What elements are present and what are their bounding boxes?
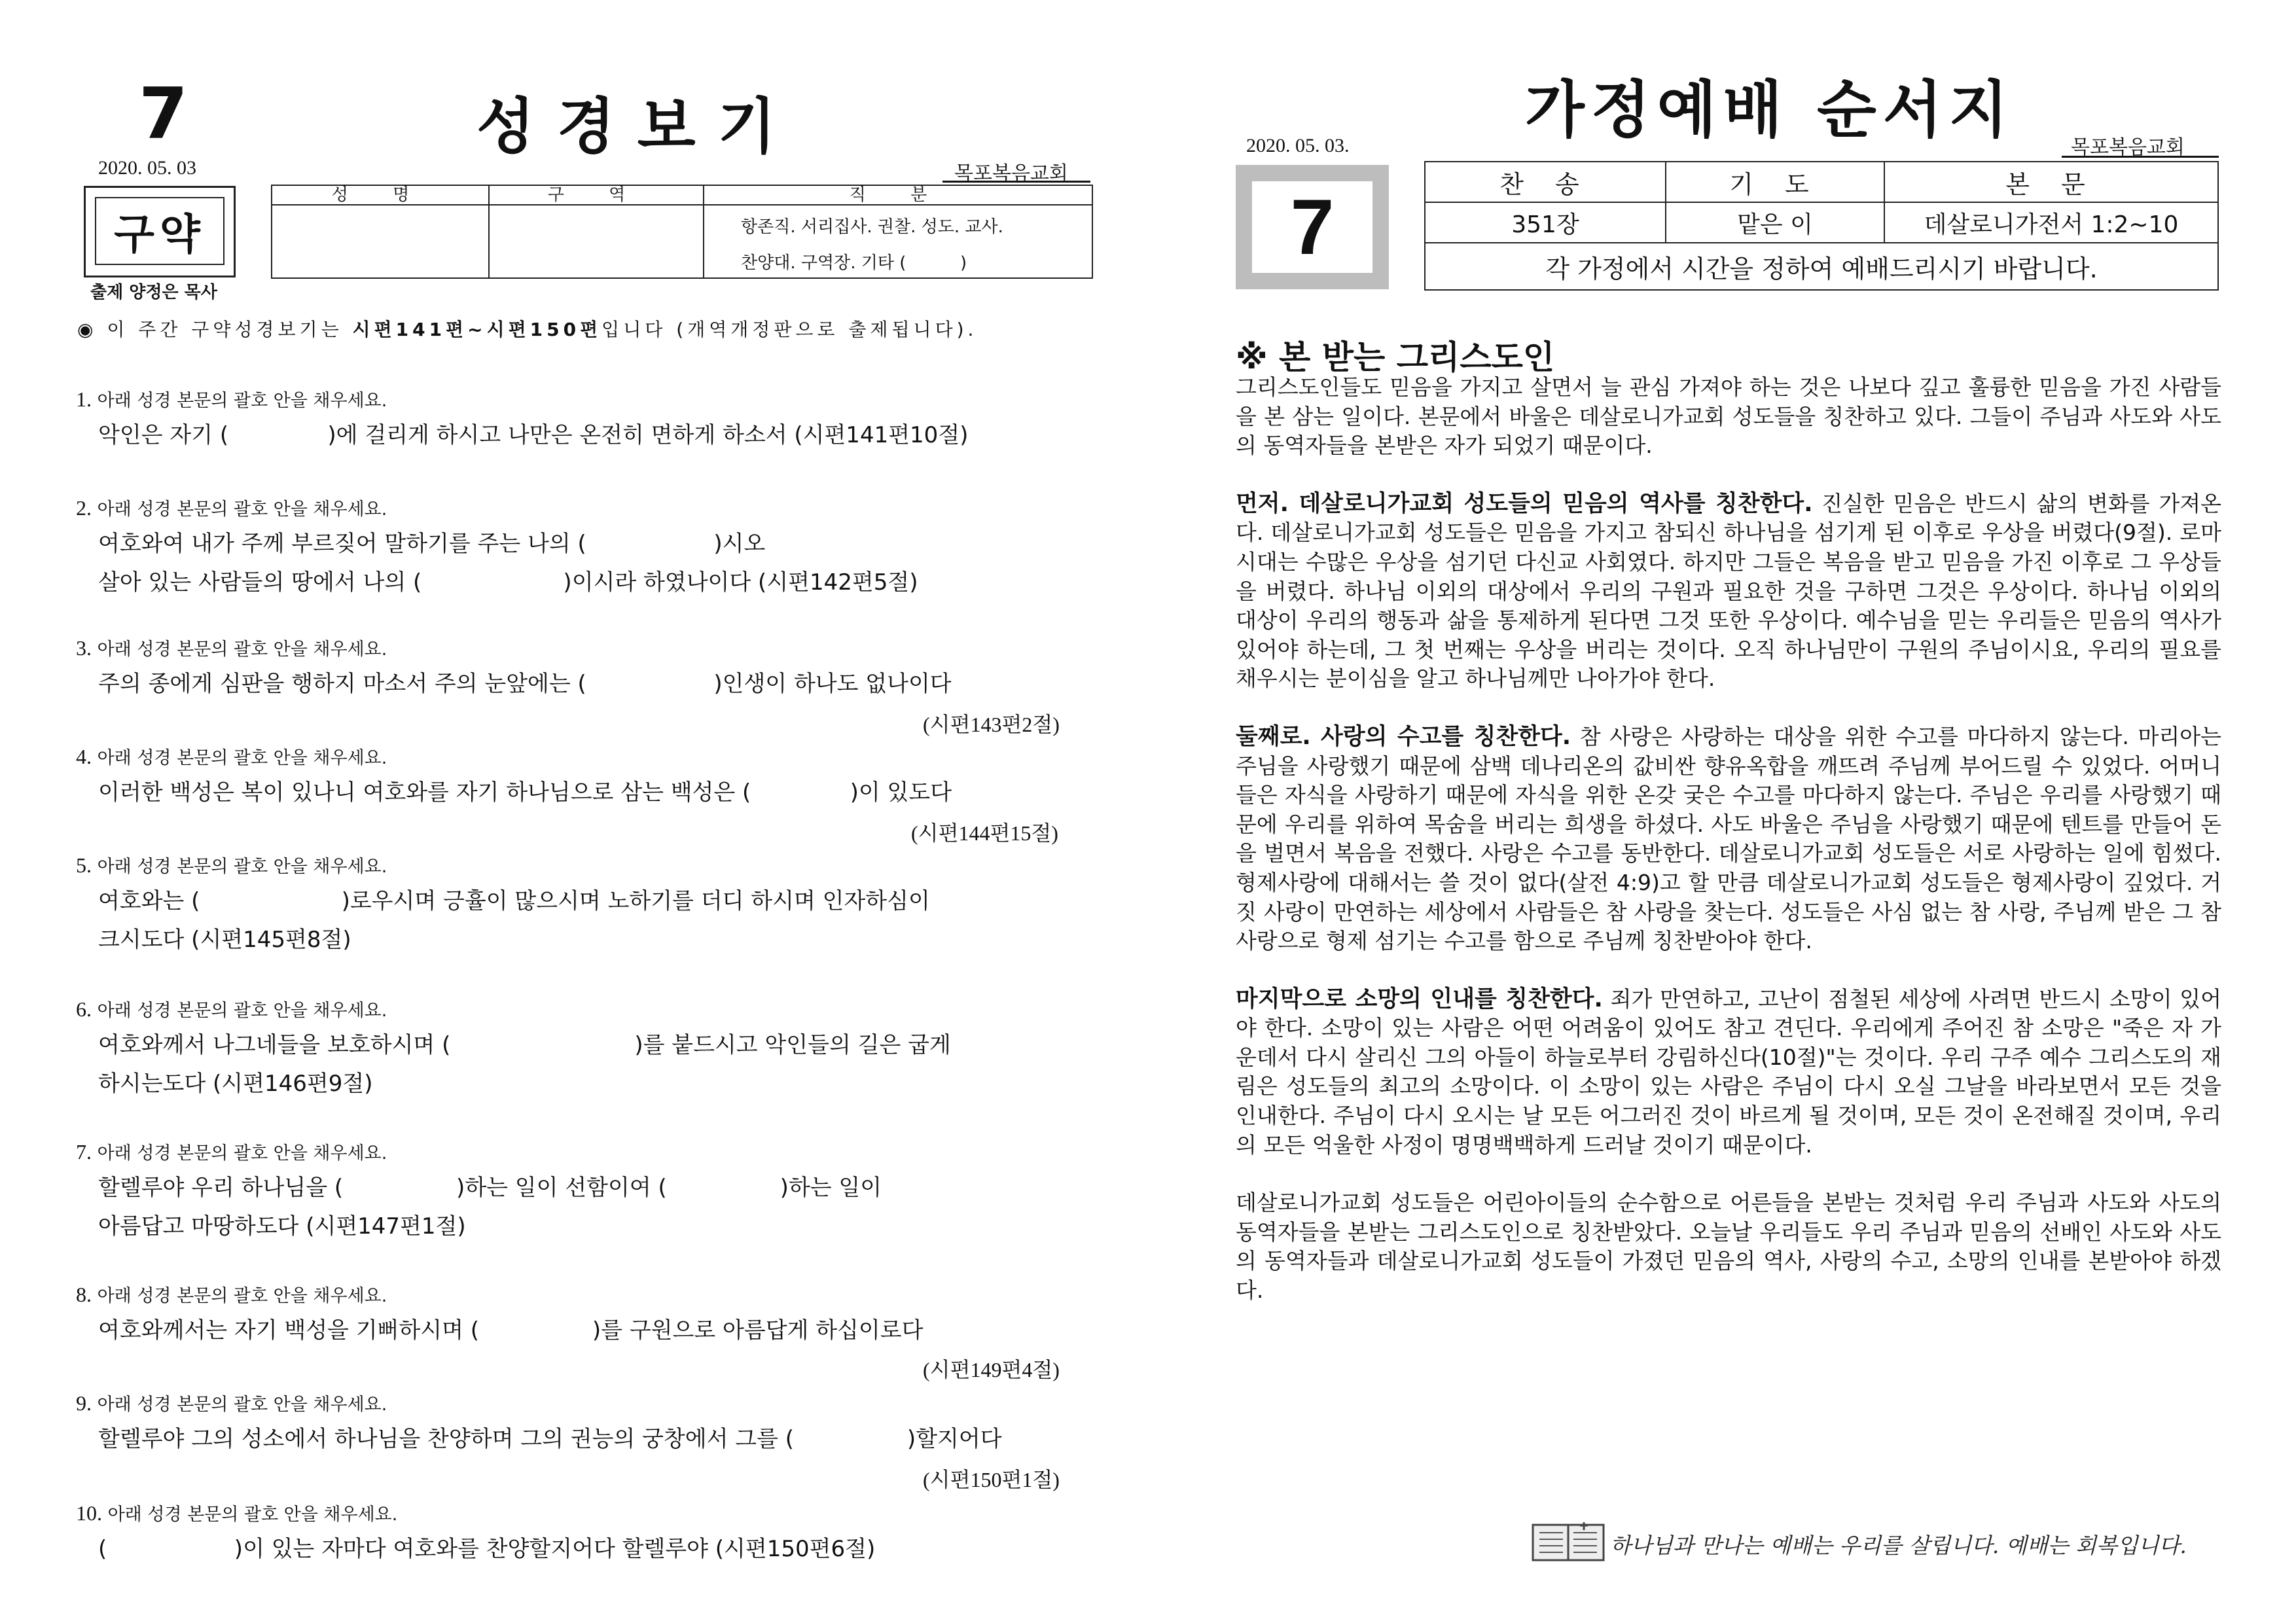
question-text: 이러한 백성은 복이 있나니 여호와를 자기 하나님으로 삼는 백성은 ( )이 있도다 bbox=[98, 779, 952, 806]
week-badge bbox=[1236, 165, 1389, 289]
church-underline bbox=[942, 181, 1090, 183]
question-2: 2. 아래 성경 본문의 괄호 안을 채우세요. 여호와여 내가 주께 부르짖어 말하기를 주는 나의 ( )시오 살아 있는 사람들의 땅에서 나의 ( )이시라 하였나이다 (시편142편5절) bbox=[76, 496, 918, 596]
scripture-header: 본 문 bbox=[1884, 162, 2218, 202]
question-text: 여호와는 ( )로우시며 긍휼이 많으시며 노하기를 더디 하시며 인자하심이 bbox=[98, 888, 930, 914]
question-text: 여호와께서 나그네들을 보호하시며 ( )를 붙드시고 악인들의 길은 굽게 bbox=[98, 1032, 951, 1058]
paragraph-love: 둘째로. 사랑의 수고를 칭찬한다. 참 사랑은 사랑하는 대상을 위한 수고를 마다하지 않는다. 마리아는 주님을 사랑했기 때문에 삼백 데나리온의 값비싼 향유옥합을 깨뜨려 주님께 부어드릴 수 있었다. 어머니들은 자식을 사랑하기 때문에 자식을 위한 온갖 궂은 수고를 마다하지 않는다. 주님은 우리를 사랑했기 때문에 우리를 위하여 목숨을 버리는 희생을 하셨다. 사도 바울은 주님을 사랑했기 때문에 텐트를 만들어 돈을 벌면서 복음을 전했다. 사랑은 수고를 동반한다. 데살로니가교회 성도들은 서로 사랑하는 일에 힘썼다. 형제사랑에 대해서는 쓸 것이 없다(살전 4:9)고 할 만큼 데살로니가교회 성도들은 형제사랑이 깊었다. 거짓 사랑이 만연하는 세상에서 사람들은 참 사랑을 찾는다. 성도들은 사심 없는 참 사랑, 주님께 받은 그 참 사랑으로 형제 섬기는 수고를 함으로 주님께 칭찬받아야 한다. bbox=[1236, 723, 2221, 954]
week-number: 7 bbox=[1252, 181, 1372, 273]
district-field[interactable] bbox=[490, 204, 703, 277]
role-field[interactable] bbox=[704, 204, 1092, 276]
question-text: 크시도다 (시편145편8절) bbox=[98, 927, 351, 953]
verse-reference: (시편150편1절) bbox=[923, 1468, 1060, 1491]
question-1: 1. 아래 성경 본문의 괄호 안을 채우세요. 악인은 자기 ( )에 걸리게 하시고 나만은 온전히 면하게 하소서 (시편141편10절) bbox=[76, 387, 969, 448]
district-header: 구 역 bbox=[547, 185, 645, 205]
worship-title: 가정예배 순서지 bbox=[1525, 75, 2015, 146]
order-note: 각 가정에서 시간을 정하여 예배드리시기 바랍니다. bbox=[1425, 243, 2218, 290]
hymn-value: 351장 bbox=[1425, 202, 1666, 243]
question-text: 하시는도다 (시편146편9절) bbox=[98, 1071, 373, 1097]
question-text: 할렐루야 우리 하나님을 ( )하는 일이 선함이여 ( )하는 일이 bbox=[98, 1175, 882, 1201]
role-header: 직 분 bbox=[849, 185, 947, 205]
verse-reference: (시편149편4절) bbox=[923, 1358, 1060, 1382]
prayer-value: 맡은 이 bbox=[1666, 202, 1884, 243]
date: 2020. 05. 03 bbox=[98, 157, 196, 179]
hymn-header: 찬 송 bbox=[1425, 162, 1666, 202]
notice: ◉ 이 주간 구약성경보기는 시편141편~시편150편입니다 (개역개정판으로 출제됩니다). bbox=[77, 319, 978, 340]
scripture-value: 데살로니가전서 1:2~10 bbox=[1884, 202, 2218, 243]
role-options-1: 항존직. 서리집사. 권찰. 성도. 교사. bbox=[741, 217, 1003, 237]
verse-reference: (시편144편15절) bbox=[911, 821, 1058, 845]
page-number: 7 bbox=[139, 73, 188, 155]
question-10: 10. 아래 성경 본문의 괄호 안을 채우세요. ( )이 있는 자마다 여호와를 찬양할지어다 할렐루야 (시편150편6절) bbox=[76, 1501, 876, 1562]
sermon-title: ※ 본 받는 그리스도인 bbox=[1236, 338, 1555, 376]
question-text: 살아 있는 사람들의 땅에서 나의 ( )이시라 하였나이다 (시편142편5절) bbox=[98, 569, 918, 596]
paragraph-conclusion: 데살로니가교회 성도들은 어린아이들의 순수함으로 어른들을 본받는 것처럼 우리 주님과 사도와 사도의 동역자들을 본받는 그리스도인으로 칭찬받았다. 오늘날 우리들도 우리 주님과 믿음의 선배인 사도와 사도의 동역자들과 데살로니가교회 성도들이 가졌던 믿음의 역사, 사랑의 수고, 소망의 인내를 본받아야 하겠다. bbox=[1236, 1190, 2221, 1304]
name-field[interactable] bbox=[272, 204, 488, 277]
ot-badge bbox=[84, 186, 236, 277]
question-3: 3. 아래 성경 본문의 괄호 안을 채우세요. 주의 종에게 심판을 행하지 마소서 주의 눈앞에는 ( )인생이 하나도 없나이다 bbox=[76, 636, 952, 697]
member-info-table bbox=[271, 185, 1093, 279]
church-name: 목포복음교회 bbox=[954, 162, 1068, 185]
ot-badge-label: 구약 bbox=[95, 197, 224, 265]
question-text: 여호와께서는 자기 백성을 기뻐하시며 ( )를 구원으로 아름답게 하십이로다 bbox=[98, 1317, 924, 1344]
question-text: 악인은 자기 ( )에 걸리게 하시고 나만은 온전히 면하게 하소서 (시편141편10절) bbox=[98, 422, 969, 448]
question-text: 주의 종에게 심판을 행하지 마소서 주의 눈앞에는 ( )인생이 하나도 없나이다 bbox=[98, 671, 952, 697]
question-5: 5. 아래 성경 본문의 괄호 안을 채우세요. 여호와는 ( )로우시며 긍휼이 많으시며 노하기를 더디 하시며 인자하심이 크시도다 (시편145편8절) bbox=[76, 853, 930, 953]
question-text: 할렐루야 그의 성소에서 하나님을 찬양하며 그의 권능의 궁창에서 그를 ( )할지어다 bbox=[98, 1426, 1002, 1452]
question-8: 8. 아래 성경 본문의 괄호 안을 채우세요. 여호와께서는 자기 백성을 기뻐하시며 ( )를 구원으로 아름답게 하십이로다 bbox=[76, 1283, 924, 1344]
church-underline bbox=[2062, 156, 2219, 158]
paragraph-hope: 마지막으로 소망의 인내를 칭찬한다. 죄가 만연하고, 고난이 점철된 세상에 사려면 반드시 소망이 있어야 한다. 소망이 있는 사람은 어떤 어려움이 있어도 참고 견딘다. 우리에게 주어진 참 소망은 "죽은 자 가운데서 다시 살리신 그의 아들이 하늘로부터 강림하신다(10절)"는 것이다. 우리 구주 예수 그리스도의 재림은 성도들의 최고의 소망이다. 이 소망이 있는 사람은 주님이 다시 오실 그날을 바라보면서 모든 것을 인내한다. 주님이 다시 오시는 날 모든 어그러진 것이 바르게 될 것이며, 모든 것이 온전해질 것이며, 우리의 모든 억울한 사정이 명명백백하게 드러날 것이기 때문이다. bbox=[1236, 986, 2222, 1158]
question-6: 6. 아래 성경 본문의 괄호 안을 채우세요. 여호와께서 나그네들을 보호하시며 ( )를 붙드시고 악인들의 길은 굽게 하시는도다 (시편146편9절) bbox=[76, 997, 951, 1097]
question-4: 4. 아래 성경 본문의 괄호 안을 채우세요. 이러한 백성은 복이 있나니 여호와를 자기 하나님으로 삼는 백성은 ( )이 있도다 bbox=[76, 745, 952, 806]
paragraph-faith: 먼저. 데살로니가교회 성도들의 믿음의 역사를 칭찬한다. 진실한 믿음은 반드시 삶의 변화를 가져온다. 데살로니가교회 성도들은 믿음을 가지고 참되신 하나님을 섬기게 된 이후로 우상을 버렸다(9절). 로마시대는 수많은 우상을 섬기던 다신교 사회였다. 하지만 그들은 복음을 받고 믿음을 가진 이후로 그 우상들을 버렸다. 하나님 이외의 대상에서 우리의 구원과 필요한 것을 구하면 그것은 우상이다. 하나님 이외의 대상이 우리의 행동과 삶을 통제하게 된다면 그것 또한 우상이다. 예수님을 믿는 우리들은 믿음의 역사가 있어야 하는데, 그 첫 번째는 우상을 버리는 것이다. 오직 하나님만이 구원의 주님이시요, 우리의 필요를 채우시는 분이심을 알고 하나님께만 나아가야 한다. bbox=[1236, 490, 2221, 692]
page-title: 성경보기 bbox=[476, 92, 798, 162]
sermon-body bbox=[1236, 373, 2221, 1306]
name-header: 성 명 bbox=[331, 185, 429, 205]
bible-icon bbox=[1532, 1521, 1605, 1565]
author: 출제 양정은 목사 bbox=[90, 283, 217, 302]
worship-order-table bbox=[1424, 161, 2219, 291]
verse-reference: (시편143편2절) bbox=[923, 713, 1060, 736]
prayer-header: 기 도 bbox=[1666, 162, 1884, 202]
role-options-2: 찬양대. 구역장. 기타 ( ) bbox=[741, 253, 967, 273]
question-text: ( )이 있는 자마다 여호와를 찬양할지어다 할렐루야 (시편150편6절) bbox=[98, 1536, 876, 1562]
footer-slogan: 하나님과 만나는 예배는 우리를 살립니다. 예배는 회복입니다. bbox=[1610, 1533, 2187, 1558]
question-text: 아름답고 마땅하도다 (시편147편1절) bbox=[98, 1213, 466, 1240]
question-9: 9. 아래 성경 본문의 괄호 안을 채우세요. 할렐루야 그의 성소에서 하나님을 찬양하며 그의 권능의 궁창에서 그를 ( )할지어다 bbox=[76, 1391, 1002, 1452]
question-text: 여호와여 내가 주께 부르짖어 말하기를 주는 나의 ( )시오 bbox=[98, 531, 766, 557]
worship-date: 2020. 05. 03. bbox=[1246, 135, 1350, 156]
worship-church-name: 목포복음교회 bbox=[2071, 136, 2185, 159]
question-7: 7. 아래 성경 본문의 괄호 안을 채우세요. 할렐루야 우리 하나님을 ( )하는 일이 선함이여 ( )하는 일이 아름답고 마땅하도다 (시편147편1절) bbox=[76, 1140, 882, 1240]
paragraph-intro: 그리스도인들도 믿음을 가지고 살면서 늘 관심 가져야 하는 것은 나보다 깊고 훌륭한 믿음을 가진 사람들을 본 삼는 일이다. 본문에서 바울은 데살로니가교회 성도들을 칭찬하고 있다. 그들이 주님과 사도와 사도의 동역자들을 본받은 자가 되었기 때문이다. bbox=[1236, 374, 2221, 459]
